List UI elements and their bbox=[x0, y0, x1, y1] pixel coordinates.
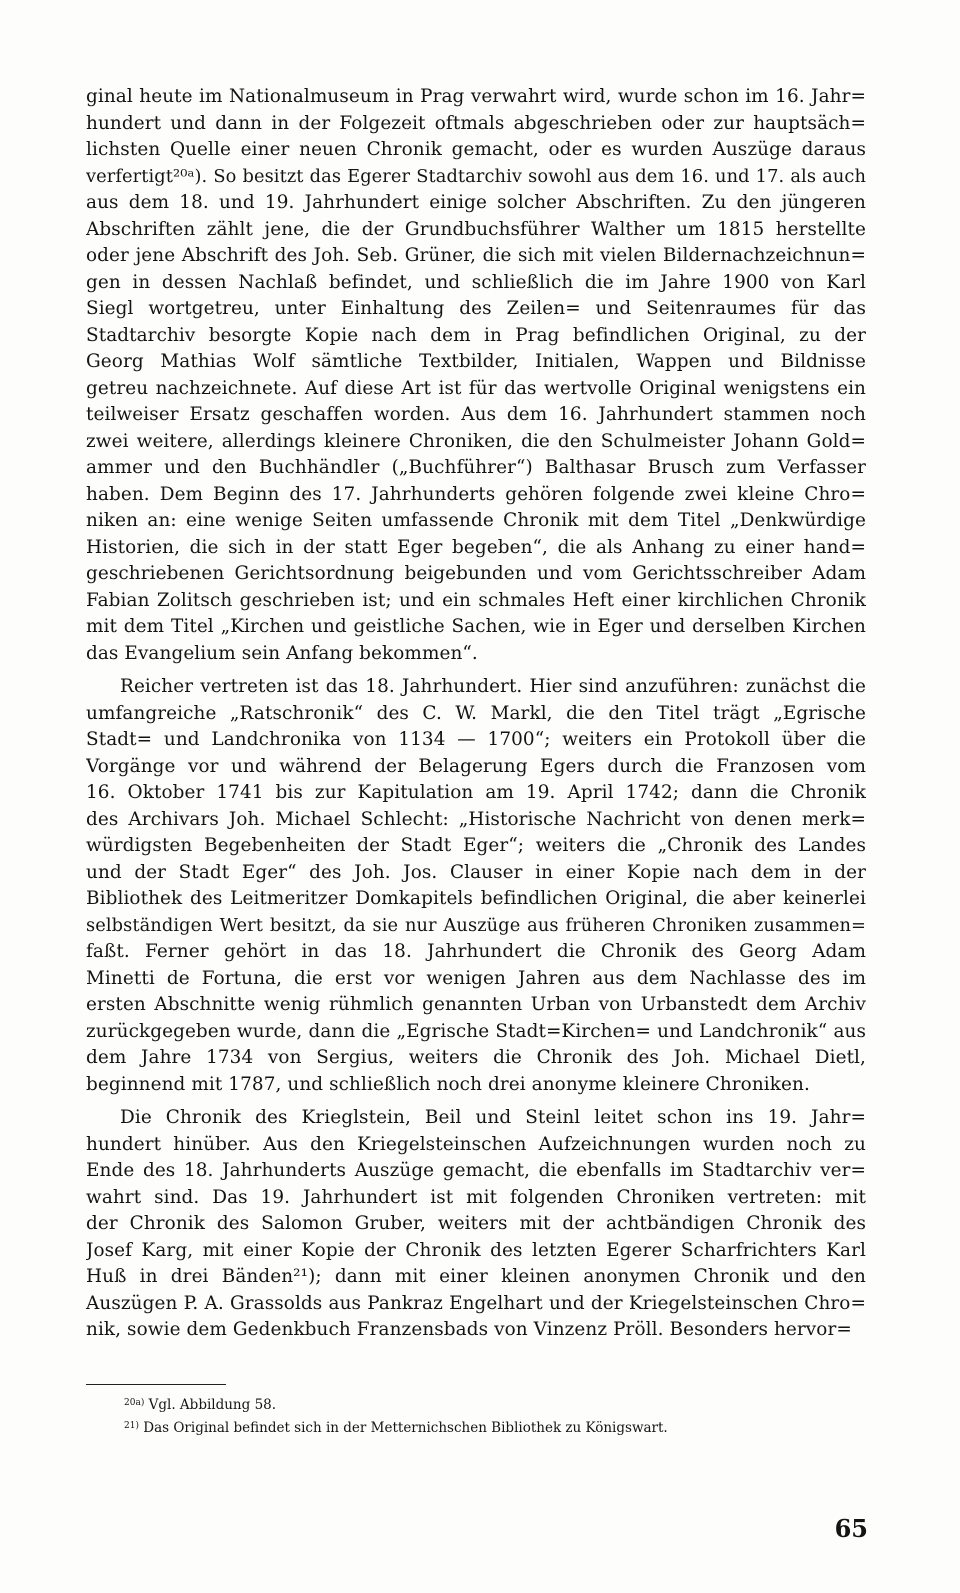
paragraph-gap bbox=[86, 667, 866, 674]
text-line: Die Chronik des Krieglstein, Beil und Steinl leitet schon ins 19. Jahr= bbox=[120, 1107, 866, 1128]
text-line: Ende des 18. Jahrhunderts Auszüge gemacht, die ebenfalls im Stadtarchiv ver= bbox=[86, 1160, 866, 1181]
text-line: haben. Dem Beginn des 17. Jahrhunderts gehören folgende zwei kleine Chro= bbox=[86, 483, 866, 505]
paragraph-gap bbox=[86, 1098, 866, 1105]
text-line: des Archivars Joh. Michael Schlecht: „Historische Nachricht von denen merk= bbox=[86, 808, 866, 830]
text-line: der Chronik des Salomon Gruber, weiters mit der achtbändigen Chronik des bbox=[86, 1213, 866, 1234]
text-line: hundert und dann in der Folgezeit oftmals abgeschrieben oder zur hauptsäch= bbox=[86, 112, 866, 134]
text-line: umfangreiche „Ratschronik“ des C. W. Markl, die den Titel trägt „Egrische bbox=[86, 702, 866, 724]
text-line: Georg Mathias Wolf sämtliche Textbilder, Initialen, Wappen und Bildnisse bbox=[86, 351, 866, 372]
text-line: Reicher vertreten ist das 18. Jahrhundert. Hier sind anzuführen: zunächst die bbox=[120, 676, 866, 697]
body-text bbox=[86, 84, 866, 1344]
text-line: ginal heute im Nationalmuseum in Prag verwahrt wird, wurde schon im 16. Jahr= bbox=[86, 86, 866, 107]
footnote-mark: 21) bbox=[124, 1421, 139, 1431]
footnote bbox=[124, 1415, 844, 1438]
footnote-rule bbox=[86, 1384, 226, 1385]
footnote-text: Das Original befindet sich in der Metternichschen Bibliothek zu Königswart. bbox=[143, 1420, 668, 1436]
text-line: Stadtarchiv besorgte Kopie nach dem in Prag befindlichen Original, zu der bbox=[86, 324, 866, 346]
text-line: Siegl wortgetreu, unter Einhaltung des Zeilen= und Seitenraumes für das bbox=[86, 298, 866, 319]
text-line: Abschriften zählt jene, die der Grundbuchsführer Walther um 1815 herstellte bbox=[86, 218, 866, 240]
text-line: faßt. Ferner gehört in das 18. Jahrhundert die Chronik des Georg Adam bbox=[86, 941, 866, 962]
text-line: Vorgänge vor und während der Belagerung Egers durch die Franzosen vom bbox=[86, 755, 866, 777]
text-line: oder jene Abschrift des Joh. Seb. Grüner, die sich mit vielen Bildernachzeichnun= bbox=[86, 245, 866, 266]
text-line: Stadt= und Landchronika von 1134 — 1700“; weiters ein Protokoll über die bbox=[86, 729, 866, 750]
text-line: Huß in drei Bänden²¹); dann mit einer kleinen anonymen Chronik und den bbox=[86, 1266, 866, 1287]
text-line: und der Stadt Eger“ des Joh. Jos. Clauser in einer Kopie nach dem in der bbox=[86, 861, 866, 883]
text-line: zurückgegeben wurde, dann die „Egrische Stadt=Kirchen= und Landchronik“ aus bbox=[86, 1020, 866, 1042]
text-line: lichsten Quelle einer neuen Chronik gemacht, oder es wurden Auszüge daraus bbox=[86, 139, 866, 160]
footnotes bbox=[124, 1392, 844, 1438]
text-line: Auszügen P. A. Grassolds aus Pankraz Engelhart und der Kriegelsteinschen Chro= bbox=[86, 1292, 866, 1314]
text-line: Historien, die sich in der statt Eger begeben“, die als Anhang zu einer hand= bbox=[86, 536, 866, 558]
text-line: teilweiser Ersatz geschaffen worden. Aus dem 16. Jahrhundert stammen noch bbox=[86, 404, 866, 425]
text-line: wahrt sind. Das 19. Jahrhundert ist mit folgenden Chroniken vertreten: mit bbox=[86, 1186, 866, 1208]
footnote-text: Vgl. Abbildung 58. bbox=[148, 1397, 277, 1413]
text-line: zwei weitere, allerdings kleinere Chroniken, die den Schulmeister Johann Gold= bbox=[86, 430, 866, 452]
text-line: 16. Oktober 1741 bis zur Kapitulation am 19. April 1742; dann die Chronik bbox=[86, 782, 866, 803]
text-line: ammer und den Buchhändler („Buchführer“) Balthasar Brusch zum Verfasser bbox=[86, 457, 866, 478]
text-line: niken an: eine wenige Seiten umfassende Chronik mit dem Titel „Denkwürdige bbox=[86, 510, 866, 531]
text-line: ersten Abschnitte wenig rühmlich genannten Urban von Urbanstedt dem Archiv bbox=[86, 994, 866, 1015]
text-line: mit dem Titel „Kirchen und geistliche Sachen, wie in Eger und derselben Kirchen bbox=[86, 616, 866, 637]
text-line: geschriebenen Gerichtsordnung beigebunden und vom Gerichtsschreiber Adam bbox=[86, 563, 866, 584]
text-line: das Evangelium sein Anfang bekommen“. bbox=[86, 642, 478, 664]
footnote bbox=[124, 1392, 844, 1415]
text-line: dem Jahre 1734 von Sergius, weiters die Chronik des Joh. Michael Dietl, bbox=[86, 1047, 866, 1068]
text-line: selbständigen Wert besitzt, da sie nur Auszüge aus früheren Chroniken zusammen= bbox=[86, 914, 866, 936]
text-line: Josef Karg, mit einer Kopie der Chronik des letzten Egerer Scharfrichters Karl bbox=[86, 1239, 866, 1261]
text-line: verfertigt²⁰ᵃ). So besitzt das Egerer Stadtarchiv sowohl aus dem 16. und 17. als auch bbox=[86, 165, 866, 187]
text-line: Fabian Zolitsch geschrieben ist; und ein schmales Heft einer kirchlichen Chronik bbox=[86, 589, 866, 611]
text-line: beginnend mit 1787, und schließlich noch drei anonyme kleinere Chroniken. bbox=[86, 1073, 810, 1095]
text-line: gen in dessen Nachlaß befindet, und schließlich die im Jahre 1900 von Karl bbox=[86, 271, 866, 293]
page-number: 65 bbox=[834, 1514, 868, 1543]
footnote-mark: 20a) bbox=[124, 1398, 145, 1408]
text-line: Minetti de Fortuna, die erst vor wenigen Jahren aus dem Nachlasse des im bbox=[86, 967, 866, 989]
text-line: aus dem 18. und 19. Jahrhundert einige solcher Abschriften. Zu den jüngeren bbox=[86, 192, 866, 213]
text-line: Bibliothek des Leitmeritzer Domkapitels befindlichen Original, die aber keinerlei bbox=[86, 888, 866, 909]
text-line: getreu nachzeichnete. Auf diese Art ist für das wertvolle Original wenigstens ein bbox=[86, 377, 866, 399]
text-line: hundert hinüber. Aus den Kriegelsteinschen Aufzeichnungen wurden noch zu bbox=[86, 1133, 866, 1155]
text-line: würdigsten Begebenheiten der Stadt Eger“; weiters die „Chronik des Landes bbox=[86, 835, 866, 856]
text-line: nik, sowie dem Gedenkbuch Franzensbads von Vinzenz Pröll. Besonders hervor= bbox=[86, 1319, 852, 1340]
